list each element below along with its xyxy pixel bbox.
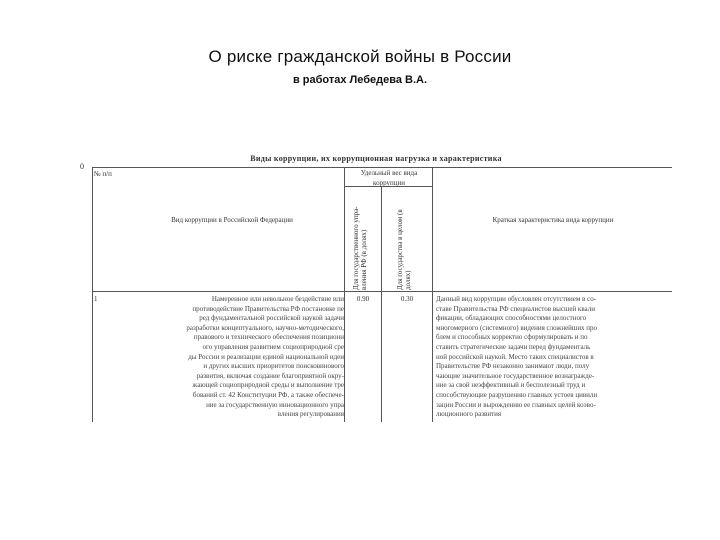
col-divider-2 <box>381 186 382 422</box>
row-type-line: и других высших приоритетов поисковинового <box>203 362 344 371</box>
row-desc-line: люционного развития <box>436 410 502 419</box>
row-desc-line: многомерного (системного) видения сложнейших про <box>436 323 598 332</box>
col-divider-3 <box>432 167 433 422</box>
row-desc-line: Правительстве РФ незаконно занимают люди, полу <box>436 362 590 371</box>
row-desc-line: фикации, обладающих способностями целостного <box>436 314 587 323</box>
row-type-line: развития, включая создание благоприятной окру- <box>196 371 344 380</box>
row-type-line: вления регулирования <box>277 410 344 419</box>
row-type-line: ние за государственную инновационного упра <box>206 400 344 409</box>
table-top-border <box>92 167 672 168</box>
row-type <box>100 295 344 420</box>
col-divider-1 <box>344 167 345 422</box>
slide-subtitle: в работах Лебедева В.А. <box>292 74 428 86</box>
row-desc-line: зации России и вырождению ее главных целей коэво- <box>436 400 596 409</box>
row-desc-line: чающие значительное государственное вознагражде- <box>436 371 595 380</box>
row-desc-line: Данный вид коррупции обусловлен отсутствием в со- <box>436 295 597 303</box>
row-desc-line: способствующие разрушению главных устоев цивили <box>436 390 598 399</box>
table-left-border <box>92 167 93 422</box>
row-desc-line: ставе Правительства РФ специалистов высшей квали <box>436 304 595 313</box>
corner-mark: 0 <box>80 162 84 171</box>
row-type-line: противодействие Правительства РФ постановке пе <box>192 304 344 313</box>
row-type-line: ого управления развитием социоприродной сре <box>202 342 344 351</box>
row-type-line: ды России и реализации единой национальной идеи <box>188 352 344 361</box>
row-type-line: ред фундаментальной российской наукой задачи <box>199 314 344 323</box>
row-description <box>436 295 672 420</box>
row-type-line: Намеренное или невольное бездействие или <box>211 295 344 303</box>
header-share-b: Для государства в целом (в долях) <box>396 209 412 290</box>
header-description: Краткая характеристика вида коррупции <box>492 216 614 224</box>
row-type-line: правового и технического обеспечения позиционн <box>193 333 344 342</box>
row-desc-line: ставить стратегические задачи перед фундаменталь <box>436 342 591 351</box>
row-type-line: разработки концептуального, научно-методического, <box>186 323 344 332</box>
header-type: Вид коррупции в Российской Федерации <box>171 216 293 224</box>
row-num: 1 <box>94 295 98 303</box>
row-share-a: 0.90 <box>356 295 370 303</box>
row-share-b: 0.30 <box>400 295 414 303</box>
row-desc-line: ной российской наукой. Место таких специалистов в <box>436 352 594 361</box>
table-caption: Виды коррупции, их коррупционная нагрузка и характеристика <box>250 154 502 163</box>
header-share-a: Для государственного упра- вления РФ (в долях) <box>352 206 368 290</box>
header-bottom-line <box>92 291 672 292</box>
row-type-line: жающей социоприродной среды и выполнение тре <box>192 381 344 390</box>
row-desc-line: ние за свой неэффективный и бесполезный труд и <box>436 381 586 390</box>
scanned-table <box>80 150 672 420</box>
header-share-group: Удельный вес вида коррупции <box>360 169 418 187</box>
slide-title: О риске гражданской войны в России <box>208 47 512 66</box>
header-num: № п/п <box>94 170 112 178</box>
row-type-line: бований ст. 42 Конституции РФ, а также обеспече- <box>192 390 344 399</box>
row-desc-line: блем и способных корректно сформулировать и по <box>436 333 588 342</box>
